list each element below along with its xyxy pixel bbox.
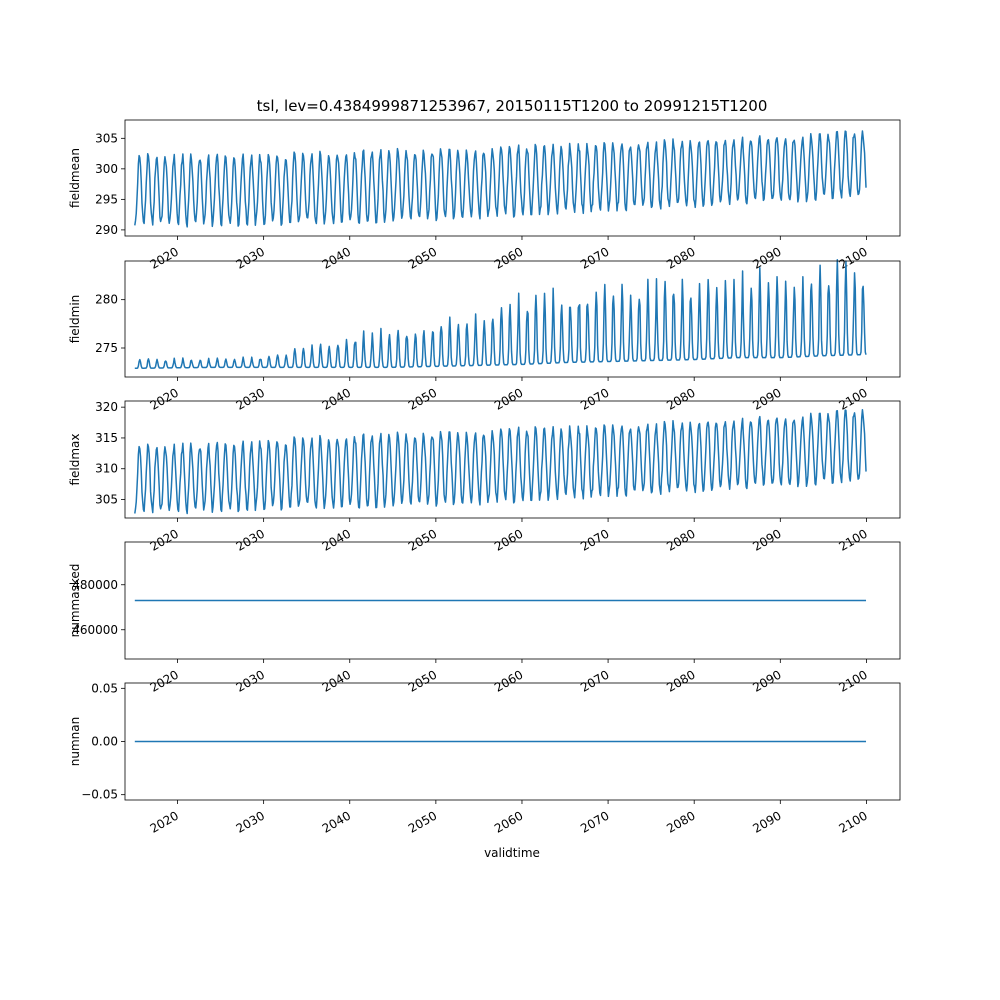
x-tick-label: 2090: [750, 526, 784, 554]
y-tick-label: 310: [95, 461, 118, 476]
y-tick-label: 480000: [72, 577, 118, 592]
x-tick-label: 2080: [664, 385, 698, 413]
x-tick-label: 2070: [578, 526, 612, 554]
y-tick-label: 460000: [72, 622, 118, 637]
x-tick-label: 2050: [405, 385, 440, 413]
x-tick-label: 2040: [319, 385, 354, 413]
x-tick-label: 2040: [319, 808, 354, 836]
x-tick-label: 2030: [233, 667, 268, 695]
x-tick-label: 2030: [233, 808, 268, 836]
y-axis-label-fieldmin: fieldmin: [68, 294, 82, 344]
x-tick-label: 2070: [578, 808, 612, 836]
y-tick-label: 315: [95, 430, 118, 445]
x-tick-label: 2070: [578, 244, 612, 272]
y-axis-label-fieldmax: fieldmax: [68, 433, 82, 486]
x-tick-label: 2060: [492, 808, 526, 836]
x-tick-label: 2070: [578, 667, 612, 695]
x-tick-label: 2060: [492, 385, 526, 413]
x-tick-label: 2040: [319, 526, 354, 554]
y-tick-label: 290: [95, 222, 118, 237]
x-tick-label: 2060: [492, 526, 526, 554]
x-tick-label: 2020: [147, 244, 182, 272]
x-tick-label: 2090: [750, 385, 784, 413]
x-tick-label: 2040: [319, 667, 354, 695]
y-tick-label: 275: [95, 341, 118, 355]
y-tick-label: 280: [95, 292, 118, 307]
x-tick-label: 2080: [664, 526, 698, 554]
x-tick-label: 2020: [147, 385, 182, 413]
x-tick-label: 2100: [836, 526, 870, 554]
x-tick-label: 2100: [836, 808, 870, 836]
y-tick-label: 305: [95, 131, 118, 146]
x-tick-label: 2030: [233, 244, 268, 272]
x-tick-label: 2100: [836, 244, 870, 272]
x-tick-label: 2100: [836, 385, 870, 413]
x-tick-label: 2070: [578, 385, 612, 413]
x-tick-label: 2090: [750, 667, 784, 695]
y-axis-label-nummasked: nummasked: [68, 563, 82, 638]
x-tick-label: 2050: [405, 526, 440, 554]
y-tick-label: −0.05: [81, 787, 118, 802]
y-axis-label-fieldmean: fieldmean: [68, 148, 82, 208]
x-tick-label: 2050: [405, 244, 440, 272]
x-tick-label: 2040: [319, 244, 354, 272]
y-tick-label: 305: [95, 492, 118, 507]
y-tick-label: 0.05: [91, 681, 118, 696]
y-tick-label: 300: [95, 161, 118, 176]
y-tick-label: 0.00: [91, 734, 118, 749]
x-tick-label: 2030: [233, 526, 268, 554]
x-tick-label: 2050: [405, 667, 440, 695]
x-tick-label: 2090: [750, 244, 784, 272]
y-axis-label-numnan: numnan: [68, 716, 82, 767]
y-tick-label: 295: [95, 192, 118, 207]
x-tick-label: 2080: [664, 244, 698, 272]
x-tick-label: 2060: [492, 667, 526, 695]
x-tick-label: 2020: [147, 667, 182, 695]
x-axis-label: validtime: [484, 846, 540, 860]
x-tick-label: 2080: [664, 808, 698, 836]
x-tick-label: 2020: [147, 526, 182, 554]
x-tick-label: 2100: [836, 667, 870, 695]
x-tick-label: 2020: [147, 808, 182, 836]
x-tick-label: 2060: [492, 244, 526, 272]
y-tick-label: 320: [95, 400, 118, 415]
x-tick-label: 2080: [664, 667, 698, 695]
x-tick-label: 2050: [405, 808, 440, 836]
chart-title: tsl, lev=0.4384999871253967, 20150115T1200 to 20991215T1200: [256, 97, 768, 115]
x-tick-label: 2090: [750, 808, 784, 836]
x-tick-label: 2030: [233, 385, 268, 413]
